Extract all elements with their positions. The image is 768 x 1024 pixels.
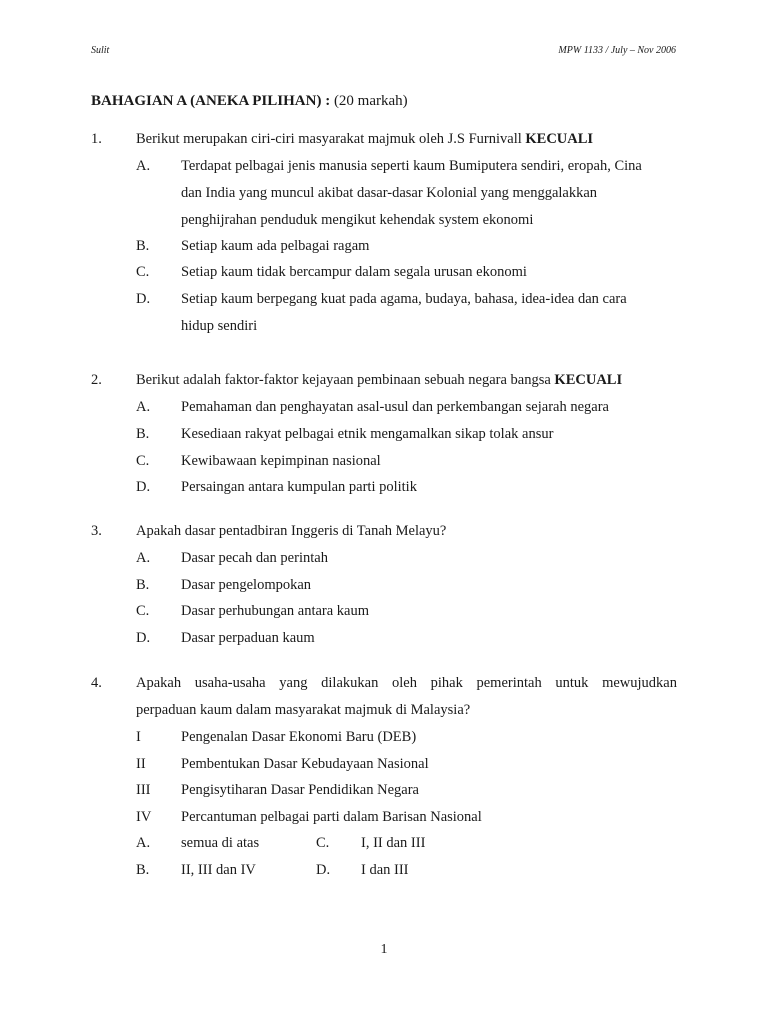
option-text: Dasar pengelompokan <box>181 577 312 593</box>
page-number: 1 <box>380 942 388 957</box>
question-text: perpaduan kaum dalam masyarakat majmuk di Malaysia? <box>136 702 471 718</box>
option-text: penghijrahan penduduk mengikut kehendak system ekonomi <box>181 212 534 228</box>
option-text: dan India yang muncul akibat dasar-dasar Kolonial yang menggalakkan <box>181 185 598 201</box>
statement-text: Percantuman pelbagai parti dalam Barisan Nasional <box>181 809 482 825</box>
statement-label: III <box>136 782 151 798</box>
option-label: A. <box>136 158 151 174</box>
option-text: II, III dan IV <box>181 862 256 878</box>
option-text: Dasar perpaduan kaum <box>181 630 315 646</box>
question-number: 3. <box>91 523 102 539</box>
option-text: Terdapat pelbagai jenis manusia seperti kaum Bumiputera sendiri, eropah, Cina <box>181 158 642 174</box>
section-title <box>91 93 408 110</box>
option-label: C. <box>136 453 150 469</box>
option-label: B. <box>136 577 150 593</box>
option-text: I, II dan III <box>361 835 426 851</box>
option-text: Kewibawaan kepimpinan nasional <box>181 453 381 469</box>
option-label: D. <box>136 291 151 307</box>
option-label: A. <box>136 835 151 851</box>
option-text: Setiap kaum berpegang kuat pada agama, budaya, bahasa, idea-idea dan cara <box>181 291 627 307</box>
option-label: B. <box>136 238 150 254</box>
question-keyword: KECUALI <box>525 131 594 147</box>
statement-label: II <box>136 756 146 772</box>
question-number: 1. <box>91 131 102 147</box>
question-text: Berikut merupakan ciri-ciri masyarakat majmuk oleh J.S Furnivall KECUALI <box>136 131 594 147</box>
option-text: I dan III <box>361 862 409 878</box>
statement-text: Pengisytiharan Dasar Pendidikan Negara <box>181 782 419 798</box>
statement-label: IV <box>136 809 152 825</box>
option-label: C. <box>136 264 150 280</box>
question-number: 2. <box>91 372 102 388</box>
option-label: A. <box>136 399 151 415</box>
option-label: D. <box>316 862 331 878</box>
option-text: Dasar pecah dan perintah <box>181 550 328 566</box>
statement-text: Pembentukan Dasar Kebudayaan Nasional <box>181 756 429 772</box>
option-text: hidup sendiri <box>181 318 258 334</box>
header-left: Sulit <box>91 45 110 56</box>
question-keyword: KECUALI <box>554 372 623 388</box>
option-text: Persaingan antara kumpulan parti politik <box>181 479 417 495</box>
option-text: Setiap kaum ada pelbagai ragam <box>181 238 370 254</box>
statement-text: Pengenalan Dasar Ekonomi Baru (DEB) <box>181 729 417 745</box>
option-label: A. <box>136 550 151 566</box>
option-label: C. <box>316 835 330 851</box>
option-text: Setiap kaum tidak bercampur dalam segala urusan ekonomi <box>181 264 527 280</box>
question-text: Apakah usaha-usaha yang dilakukan oleh pihak pemerintah untuk mewujudkan <box>136 675 677 691</box>
section-marks: (20 markah) <box>333 93 408 109</box>
header-right: MPW 1133 / July – Nov 2006 <box>558 45 676 56</box>
option-label: C. <box>136 603 150 619</box>
option-text: Dasar perhubungan antara kaum <box>181 603 370 619</box>
option-label: B. <box>136 426 150 442</box>
option-label: D. <box>136 630 151 646</box>
question-number: 4. <box>91 675 102 691</box>
statement-label: I <box>136 729 141 745</box>
option-text: Kesediaan rakyat pelbagai etnik mengamalkan sikap tolak ansur <box>181 426 554 442</box>
question-text: Berikut adalah faktor-faktor kejayaan pembinaan sebuah negara bangsa KECUALI <box>136 372 623 388</box>
option-label: D. <box>136 479 151 495</box>
option-text: semua di atas <box>181 835 260 851</box>
question-text: Apakah dasar pentadbiran Inggeris di Tanah Melayu? <box>136 523 447 539</box>
section-heading: BAHAGIAN A (ANEKA PILIHAN) : <box>91 93 331 109</box>
option-label: B. <box>136 862 150 878</box>
option-text: Pemahaman dan penghayatan asal-usul dan perkembangan sejarah negara <box>181 399 609 415</box>
